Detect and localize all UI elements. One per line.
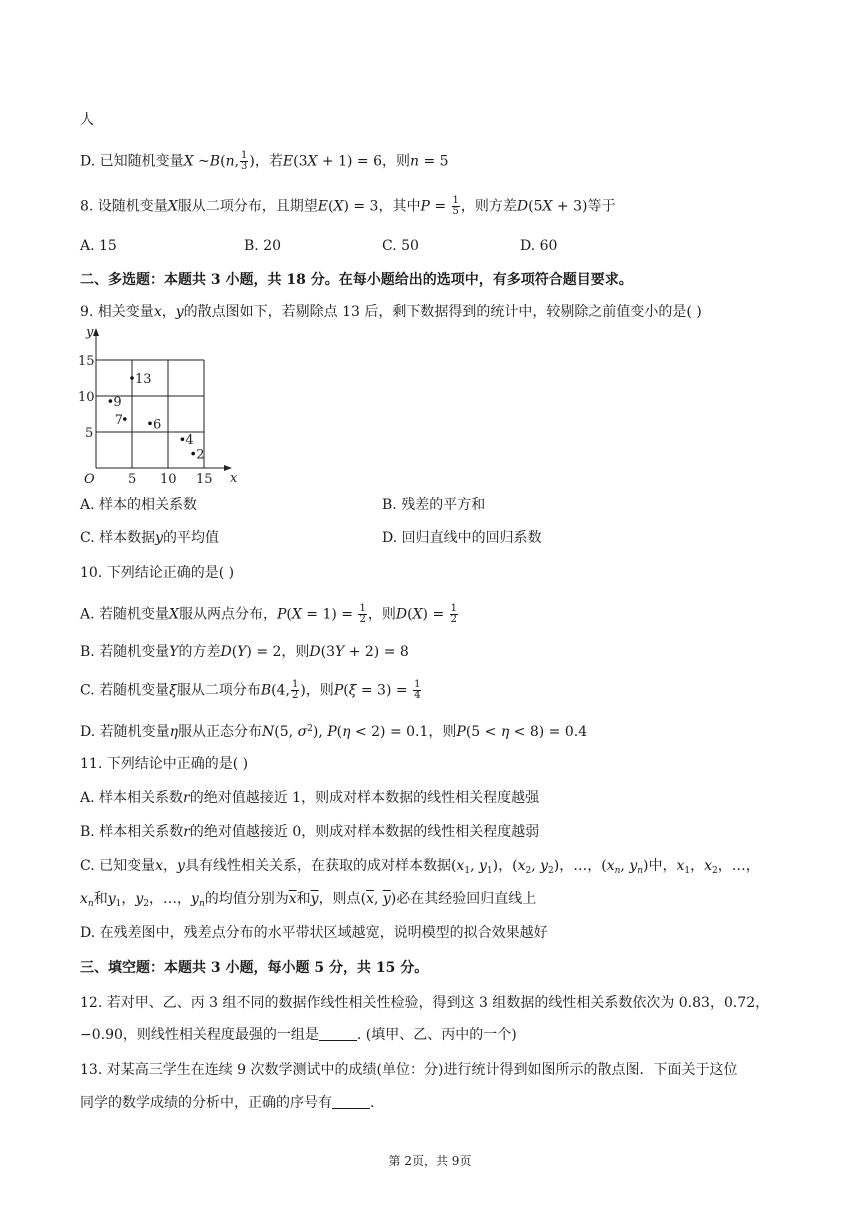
q10-option-b[interactable]: B. 若随机变量Y的方差D(Y) = 2，则D(3Y + 2) = 8: [80, 644, 409, 660]
q8-option-d[interactable]: D. 60: [520, 238, 558, 254]
x-tick-label: 15: [196, 472, 213, 487]
q10-option-d[interactable]: D. 若随机变量η服从正态分布N(5, $\sigma^2$), P(η < 2) = 0.1，则P(5 < η < 8) = 0.4: [80, 724, 588, 740]
data-point: [130, 376, 134, 380]
q12-line2: −0.90，则线性相关程度最强的一组是 . (填甲、乙、丙中的一个): [80, 1027, 517, 1043]
data-point-label: 2: [196, 447, 205, 463]
q9-option-a[interactable]: A. 样本的相关系数: [80, 497, 198, 513]
q13-line2: 同学的数学成绩的分析中，正确的序号有 .: [80, 1095, 375, 1111]
data-point-label: 4: [185, 433, 194, 449]
q11-option-c-line1[interactable]: C. 已知变量x，y具有线性相关关系，在获取的成对样本数据($x_1$, $y_1$)，($x_2$, $y_2$)，…，($x_n$, $y_n$)中，$x_1$，$x_2$，…，: [80, 858, 760, 876]
q8-option-b[interactable]: B. 20: [244, 238, 282, 254]
scatter-plot: [78, 328, 248, 488]
q9-option-b[interactable]: B. 残差的平方和: [382, 497, 486, 513]
y-axis-arrow: [93, 328, 99, 336]
data-point: [123, 417, 127, 421]
data-point-label: 9: [113, 395, 122, 411]
q9-stem: 9. 相关变量x，y的散点图如下，若剔除点 13 后，剩下数据得到的统计中，较剔除之前值变小的是( ): [80, 304, 702, 320]
q11-option-a[interactable]: A. 样本相关系数r的绝对值越接近 1，则成对样本数据的线性相关程度越强: [80, 790, 540, 806]
q11-option-d[interactable]: D. 在残差图中，残差点分布的水平带状区域越宽，说明模型的拟合效果越好: [80, 925, 548, 941]
y-axis-label: y: [86, 328, 94, 340]
q10-stem: 10. 下列结论正确的是( ): [80, 565, 235, 581]
q8-option-c[interactable]: C. 50: [382, 238, 419, 254]
x-tick-label: 5: [128, 472, 137, 487]
data-point: [191, 452, 195, 456]
q13-answer-blank[interactable]: [332, 1094, 370, 1109]
q11-option-c-line2[interactable]: $x_n$和$y_1$，$y_2$，…，$y_n$的均值分别为$\overline{x}$和$\overline{y}$，则点($\overline{x}$, $\overline{y}$)必在其经验回归直线上: [80, 891, 537, 909]
x-tick-label: 10: [160, 472, 177, 487]
q12-line1: 12. 若对甲、乙、丙 3 组不同的数据作线性相关性检验，得到这 3 组数据的线性相关系数依次为 0.83，0.72，: [80, 995, 770, 1011]
data-point: [148, 422, 152, 426]
q12-answer-blank[interactable]: [319, 1026, 357, 1041]
q13-line1: 13. 对某高三学生在连续 9 次数学测试中的成绩(单位：分)进行统计得到如图所示的散点图．下面关于这位: [80, 1062, 738, 1078]
q10-option-a[interactable]: A. 若随机变量X服从两点分布，P(X = 1) = $\frac{1}{2}$ ，则D(X) = $\frac{1}{2}$: [80, 603, 457, 625]
data-point-label: 6: [153, 417, 162, 433]
section-heading-multiple-choice: 二、多选题：本题共 3 小题，共 18 分。在每小题给出的选项中，有多项符合题目要求。: [80, 272, 633, 288]
data-point: [181, 437, 185, 441]
q10-option-c[interactable]: C. 若随机变量ξ服从二项分布B(4, $\frac{1}{2}$ )，则P(ξ = 3) = $\frac{1}{4}$: [80, 679, 421, 701]
data-point-label: 7: [114, 413, 124, 429]
data-point-label: 13: [135, 372, 152, 387]
page-footer: 第 2页，共 9页: [388, 1154, 472, 1168]
y-tick-label: 5: [85, 426, 94, 441]
q11-option-b[interactable]: B. 样本相关系数r的绝对值越接近 0，则成对样本数据的线性相关程度越弱: [80, 824, 540, 840]
q8-stem: 8. 设随机变量X服从二项分布，且期望E(X) = 3，其中P = $\frac{1}{5}$ ，则方差D(5X + 3)等于: [80, 195, 616, 217]
y-tick-label: 10: [78, 390, 95, 405]
section-heading-fill-in: 三、填空题：本题共 3 小题，每小题 5 分，共 15 分。: [80, 960, 429, 976]
y-tick-label: 15: [78, 354, 95, 369]
carry-over-text: 人: [80, 112, 94, 128]
q9-option-c[interactable]: C. 样本数据y的平均值: [80, 530, 220, 546]
origin-label: O: [84, 472, 95, 487]
data-point: [109, 399, 113, 403]
q8-option-a[interactable]: A. 15: [80, 238, 117, 254]
q11-stem: 11. 下列结论中正确的是( ): [80, 756, 249, 772]
q9-option-d[interactable]: D. 回归直线中的回归系数: [382, 530, 542, 546]
x-axis-label: x: [230, 471, 238, 486]
q7-option-d[interactable]: D. 已知随机变量X ~B(n, $\frac{1}{3}$ )，若E(3X + 1) = 6，则n = 5: [80, 150, 449, 172]
